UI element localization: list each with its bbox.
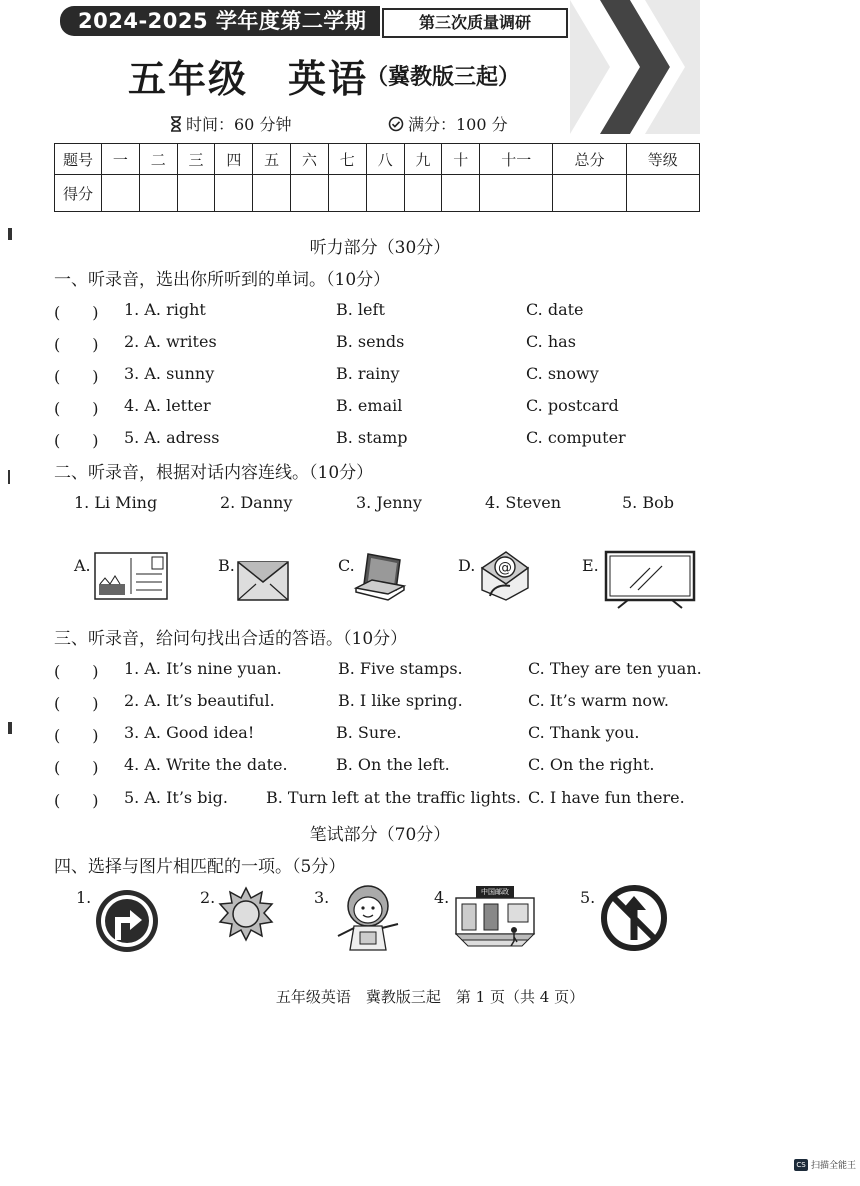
person-name: 4. Steven: [485, 493, 562, 512]
answer-blank[interactable]: ( ): [54, 335, 99, 354]
option-c: C. computer: [526, 428, 626, 447]
answer-blank[interactable]: ( ): [54, 726, 99, 745]
person-name: 1. Li Ming: [74, 493, 158, 512]
option-b: B. rainy: [336, 364, 400, 383]
time-label: 时间：60 分钟: [186, 115, 292, 134]
answer-blank[interactable]: ( ): [54, 303, 99, 322]
scanner-logo-icon: CS: [794, 1159, 808, 1171]
table-cell: 十: [442, 144, 480, 175]
option-a: 3. A. sunny: [124, 364, 215, 383]
page-footer: 五年级英语 冀教版三起 第 1 页（共 4 页）: [275, 988, 585, 1006]
option-c: C. It’s warm now.: [528, 691, 669, 710]
option-b: B. Five stamps.: [338, 659, 463, 678]
option-b: B. left: [336, 300, 385, 319]
svg-text:@: @: [498, 560, 512, 576]
score-input-cell[interactable]: [291, 175, 329, 212]
table-cell: 等级: [626, 144, 699, 175]
person-name: 5. Bob: [622, 493, 674, 512]
table-cell: 十一: [480, 144, 553, 175]
time-info: [170, 112, 291, 135]
table-cell: 五: [253, 144, 291, 175]
score-input-cell[interactable]: [102, 175, 140, 212]
option-c: C. I have fun there.: [528, 788, 685, 807]
option-c: C. date: [526, 300, 584, 319]
table-cell: 四: [215, 144, 253, 175]
post-office-sign: 中国邮政: [481, 888, 509, 896]
score-input-cell[interactable]: [215, 175, 253, 212]
person-name: 2. Danny: [220, 493, 293, 512]
answer-blank[interactable]: ( ): [54, 431, 99, 450]
table-cell: 总分: [553, 144, 626, 175]
written-heading: 笔试部分（70分）: [309, 825, 451, 845]
answer-blank[interactable]: ( ): [54, 791, 99, 810]
option-a: 4. A. letter: [124, 396, 211, 415]
score-table: [54, 143, 700, 212]
edition-label: （冀教版三起）: [366, 64, 521, 90]
score-input-cell[interactable]: [328, 175, 366, 212]
answer-blank[interactable]: ( ): [54, 694, 99, 713]
answer-blank[interactable]: ( ): [54, 399, 99, 418]
option-c: C. They are ten yuan.: [528, 659, 702, 678]
picture-label: D.: [458, 556, 476, 575]
option-b: B. I like spring.: [338, 691, 463, 710]
email-icon: [476, 548, 532, 606]
score-table-header-row: [55, 144, 700, 175]
score-input-cell[interactable]: [253, 175, 291, 212]
tv-icon: [604, 550, 696, 610]
part1-title: 一、听录音，选出你所听到的单词。（10分）: [54, 270, 391, 290]
option-c: C. On the right.: [528, 755, 655, 774]
table-cell: 九: [404, 144, 442, 175]
option-a: 5. A. It’s big.: [124, 788, 228, 807]
option-b: B. On the left.: [336, 755, 450, 774]
picture-label: A.: [74, 556, 91, 575]
page-title: 五年级 英语: [128, 56, 369, 101]
score-input-cell[interactable]: [139, 175, 177, 212]
margin-mark: [8, 470, 10, 484]
option-a: 4. A. Write the date.: [124, 755, 288, 774]
part4-title: 四、选择与图片相匹配的一项。（5分）: [54, 857, 346, 877]
girl-icon: [330, 884, 406, 952]
check-circle-icon: [388, 116, 404, 132]
score-table-score-row: [55, 175, 700, 212]
option-b: B. Turn left at the traffic lights.: [266, 788, 521, 807]
option-a: 1. A. It’s nine yuan.: [124, 659, 282, 678]
option-c: C. postcard: [526, 396, 619, 415]
score-input-cell[interactable]: [553, 175, 626, 212]
no-straight-sign-icon: [600, 884, 668, 952]
option-a: 2. A. It’s beautiful.: [124, 691, 275, 710]
answer-blank[interactable]: ( ): [54, 367, 99, 386]
option-a: 5. A. adress: [124, 428, 220, 447]
turn-right-sign-icon: [94, 888, 160, 954]
option-a: 3. A. Good idea!: [124, 723, 255, 742]
score-input-cell[interactable]: [366, 175, 404, 212]
option-b: B. stamp: [336, 428, 408, 447]
option-c: C. snowy: [526, 364, 599, 383]
table-cell: 三: [177, 144, 215, 175]
picture-label: C.: [338, 556, 355, 575]
postcard-icon: [94, 552, 168, 600]
picture-label: E.: [582, 556, 599, 575]
option-b: B. sends: [336, 332, 405, 351]
score-input-cell[interactable]: [442, 175, 480, 212]
margin-mark: [8, 722, 12, 734]
answer-blank[interactable]: ( ): [54, 758, 99, 777]
sun-icon: [218, 886, 274, 942]
picture-label: B.: [218, 556, 235, 575]
table-cell: 七: [328, 144, 366, 175]
score-input-cell[interactable]: [626, 175, 699, 212]
option-a: 1. A. right: [124, 300, 206, 319]
part3-title: 三、听录音，给问句找出合适的答语。（10分）: [54, 629, 408, 649]
term-banner: 2024-2025 学年度第二学期: [60, 6, 380, 36]
score-info: [388, 112, 508, 135]
table-cell: 得分: [55, 175, 102, 212]
listening-heading: 听力部分（30分）: [309, 238, 451, 258]
post-office-icon: [454, 884, 536, 948]
scanner-watermark: [794, 1158, 856, 1171]
option-b: B. email: [336, 396, 403, 415]
table-cell: 题号: [55, 144, 102, 175]
hourglass-icon: [170, 116, 182, 132]
option-c: C. has: [526, 332, 576, 351]
table-cell: 六: [291, 144, 329, 175]
score-input-cell[interactable]: [404, 175, 442, 212]
answer-blank[interactable]: ( ): [54, 662, 99, 681]
corner-decoration-icon: [570, 0, 700, 134]
item-number: 4.: [434, 888, 450, 907]
score-input-cell[interactable]: [480, 175, 553, 212]
item-number: 5.: [580, 888, 596, 907]
option-a: 2. A. writes: [124, 332, 217, 351]
exam-tag: 第三次质量调研: [382, 8, 568, 38]
option-b: B. Sure.: [336, 723, 402, 742]
laptop-icon: [352, 550, 408, 604]
person-name: 3. Jenny: [356, 493, 422, 512]
full-score-label: 满分：100 分: [408, 115, 508, 134]
score-input-cell[interactable]: [177, 175, 215, 212]
envelope-icon: [236, 552, 290, 604]
part2-title: 二、听录音，根据对话内容连线。（10分）: [54, 463, 374, 483]
table-cell: 一: [102, 144, 140, 175]
table-cell: 八: [366, 144, 404, 175]
item-number: 3.: [314, 888, 330, 907]
table-cell: 二: [139, 144, 177, 175]
item-number: 2.: [200, 888, 216, 907]
item-number: 1.: [76, 888, 92, 907]
option-c: C. Thank you.: [528, 723, 640, 742]
watermark-text: 扫描全能王: [811, 1161, 857, 1171]
